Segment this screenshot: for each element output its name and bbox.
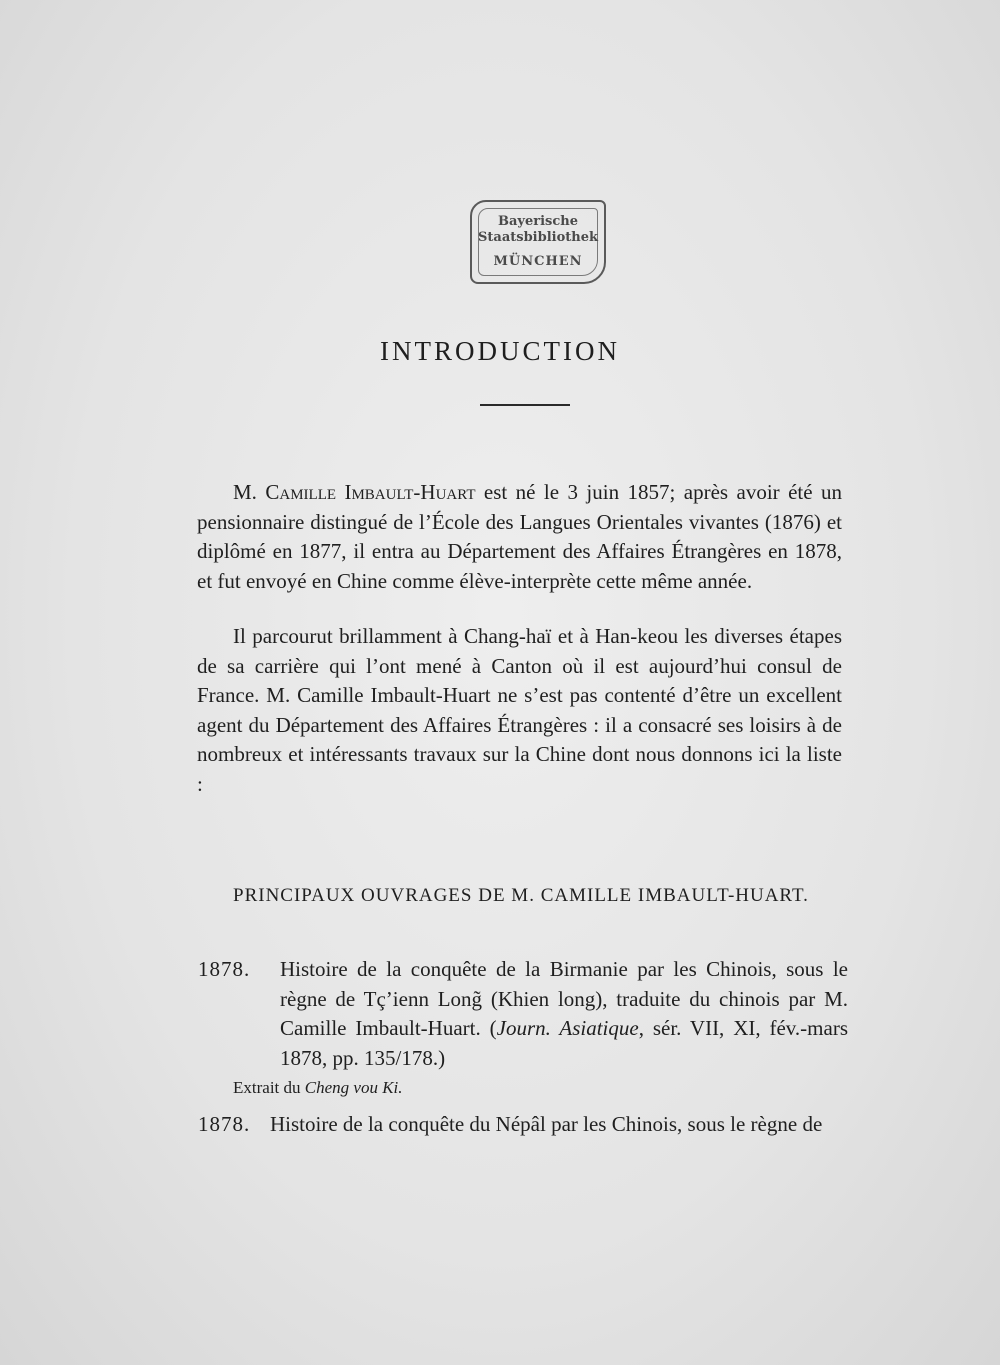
entry-1-year: 1878. (198, 957, 251, 981)
entry-1-text-a: Histoire de la conquête de la Birmanie par les Chinois, sous le règne de Tç’ienn Long̃ (Khien long), traduite du chinois par M. Camille Imbault-Huart. ( (280, 957, 848, 1040)
bibliography-entry-2 (198, 1110, 848, 1140)
title-rule (480, 404, 570, 406)
entry-2-year: 1878. (198, 1112, 251, 1136)
stamp-line-3: MÜNCHEN (493, 254, 583, 269)
entry-1-journal: Journ. Asiatique (496, 1016, 639, 1040)
page-title: INTRODUCTION (380, 336, 620, 366)
paragraph-1-text: est né le 3 juin 1857; après avoir été un pensionnaire distingué de l’École des Langues Orientales vivantes (1876) et diplômé en 1877, il entra au Département des Affaires Étrangères en 1878, et fut envoyé en Chine comme élève-interprète cette même année. (197, 480, 842, 593)
stamp-line-1: Bayerische (498, 214, 578, 229)
author-name: Camille Imbault-Huart (265, 480, 476, 504)
entry-1-text (198, 955, 848, 1073)
entry-1-extract (233, 1078, 403, 1098)
paragraph-1 (197, 478, 842, 596)
entry-2-text: Histoire de la conquête du Népâl par les Chinois, sous le règne de (270, 1112, 823, 1136)
section-heading: PRINCIPAUX OUVRAGES DE M. CAMILLE IMBAULT-HUART. (233, 885, 809, 906)
extract-source: Cheng vou Ki. (304, 1078, 403, 1097)
entry-1-text-b: , sér. VII, XI, fév.-mars 1878, pp. 135/178.) (280, 1016, 848, 1070)
library-stamp (470, 200, 606, 284)
paragraph-2: Il parcourut brillamment à Chang-haï et à Han-keou les diverses étapes de sa carrière qui l’ont mené à Canton où il est aujourd’hui consul de France. M. Camille Imbault-Huart ne s’est pas contenté d’être un excellent agent du Département des Affaires Étrangères : il a consacré ses loisirs à de nombreux et intéressants travaux sur la Chine dont nous donnons ici la liste : (197, 624, 842, 796)
bibliography-entry-1 (198, 955, 848, 1073)
paragraph-1-lead: M. (233, 480, 257, 504)
stamp-line-2: Staatsbibliothek (478, 230, 598, 245)
extract-label: Extrait du (233, 1078, 305, 1097)
